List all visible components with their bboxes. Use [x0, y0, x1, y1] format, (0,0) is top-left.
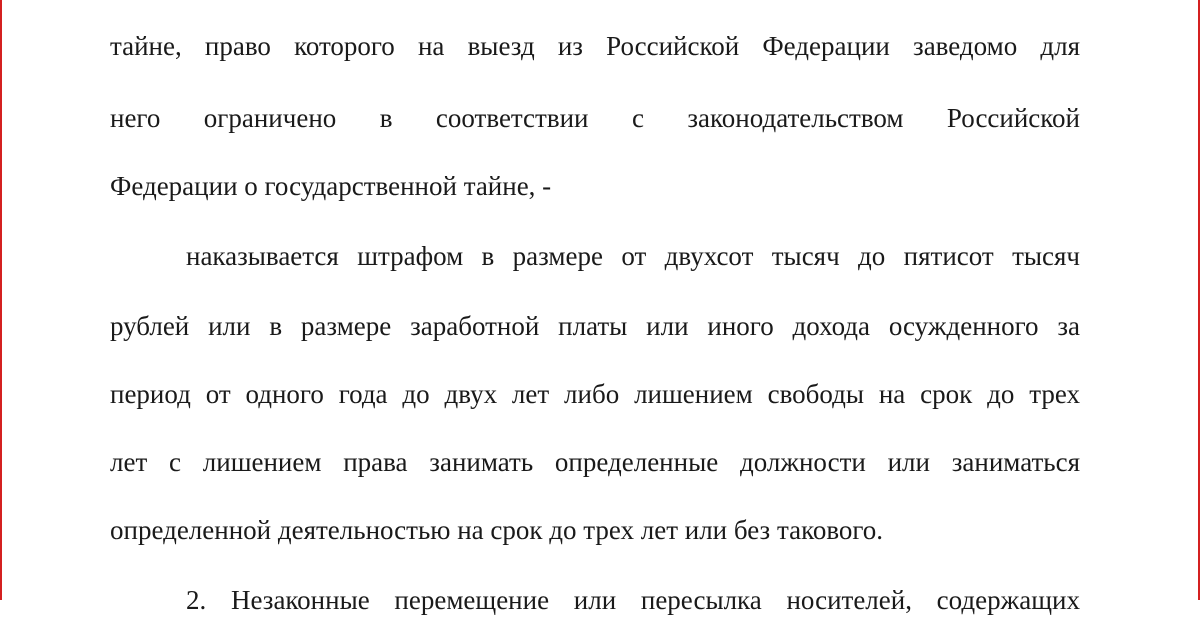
text-line: него ограничено в соответствии с законодательством Российской: [110, 103, 1080, 133]
text-line: определенной деятельностью на срок до трех лет или без такового.: [110, 515, 884, 545]
text-line: рублей или в размере заработной платы или иного дохода осужденного за: [110, 311, 1080, 341]
text-line: тайне, право которого на выезд из Российской Федерации заведомо для: [110, 31, 1080, 61]
text-line: Федерации о государственной тайне, -: [110, 171, 552, 201]
paragraph-first-line: 2. Незаконные перемещение или пересылка носителей, содержащих: [186, 585, 1080, 615]
text-line: лет с лишением права занимать определенные должности или заниматься: [110, 447, 1080, 477]
text-line: период от одного года до двух лет либо лишением свободы на срок до трех: [110, 379, 1080, 409]
paragraph-first-line: наказывается штрафом в размере от двухсот тысяч до пятисот тысяч: [186, 241, 1080, 271]
